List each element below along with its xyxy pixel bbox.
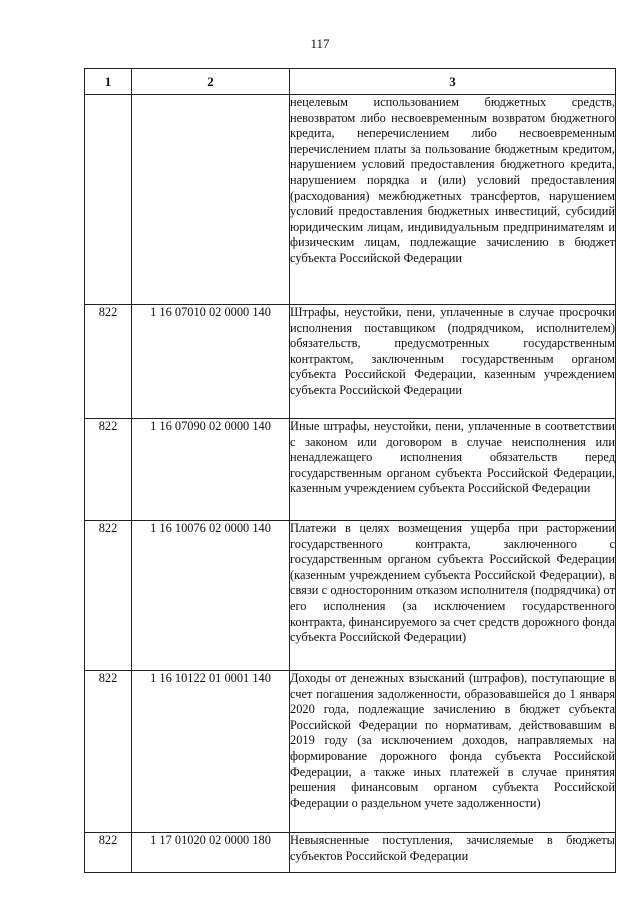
admin-code-cell: [85, 95, 132, 305]
description-cell: [290, 95, 616, 305]
column-header-2: 2: [132, 69, 290, 95]
admin-code-cell: 822: [85, 521, 132, 671]
revenue-code-cell: 1 16 10076 02 0000 140: [132, 521, 290, 671]
admin-code-cell: 822: [85, 671, 132, 833]
revenue-code-cell: 1 16 07010 02 0000 140: [132, 305, 290, 419]
description-text: Невыясненные поступления, зачисляемые в бюджеты субъектов Российской Федерации: [290, 833, 615, 863]
column-header-1: 1: [85, 69, 132, 95]
description-text: Платежи в целях возмещения ущерба при расторжении государственного контракта, заключенного с государственным органом субъекта Российской Федерации (казенным учреждением субъекта Российской Федерации), в связи с односторонним отказом исполнителя (подрядчика) от его исполнения (за исключением государственного контракта, финансируемого за счет средств дорожного фонда субъекта Российской Федерации): [290, 521, 615, 645]
table-row: [85, 95, 616, 305]
table-header-row: [85, 69, 616, 95]
description-cell: [290, 419, 616, 521]
description-text: Доходы от денежных взысканий (штрафов), поступающие в счет погашения задолженности, образовавшейся до 1 января 2020 года, подлежащие зачислению в бюджет субъекта Российской Федерации по нормативам, действовавшим в 2019 году (за исключением доходов, направляемых на формирование дорожного фонда субъекта Российской Федерации, а также иных платежей в случае принятия решения финансовым органом субъекта Российской Федерации о раздельном учете задолженности): [290, 671, 615, 810]
description-cell: [290, 671, 616, 833]
admin-code-cell: 822: [85, 305, 132, 419]
revenue-code-cell: [132, 95, 290, 305]
page-number: 117: [310, 36, 330, 51]
table-row: [85, 419, 616, 521]
description-cell: [290, 833, 616, 873]
revenue-codes-table: [84, 68, 616, 873]
table-row: [85, 671, 616, 833]
description-text: нецелевым использованием бюджетных средств, невозвратом либо несвоевременным возвратом бюджетного кредита, неперечислением либо несвоевременным перечислением платы за пользование бюджетным кредитом, нарушением условий предоставления бюджетного кредита, нарушением порядка и (или) условий предоставления (расходования) межбюджетных трансфертов, нарушением условий предоставления бюджетных инвестиций, субсидий юридическим лицам, индивидуальным предпринимателям и физическим лицам, подлежащие зачислению в бюджет субъекта Российской Федерации: [290, 95, 615, 265]
description-cell: [290, 305, 616, 419]
table-row: [85, 521, 616, 671]
table-row: [85, 833, 616, 873]
admin-code-cell: 822: [85, 419, 132, 521]
revenue-code-cell: 1 17 01020 02 0000 180: [132, 833, 290, 873]
column-header-3: 3: [290, 69, 616, 95]
table-row: [85, 305, 616, 419]
admin-code-cell: 822: [85, 833, 132, 873]
description-text: Штрафы, неустойки, пени, уплаченные в случае просрочки исполнения поставщиком (подрядчиком, исполнителем) обязательств, предусмотренных государственным контрактом, заключенным государственным органом субъекта Российской Федерации, казенным учреждением субъекта Российской Федерации: [290, 305, 615, 397]
revenue-code-cell: 1 16 07090 02 0000 140: [132, 419, 290, 521]
description-text: Иные штрафы, неустойки, пени, уплаченные в соответствии с законом или договором в случае неисполнения или ненадлежащего исполнения обязательств перед государственным органом субъекта Российской Федерации, казенным учреждением субъекта Российской Федерации: [290, 419, 615, 496]
description-cell: [290, 521, 616, 671]
revenue-code-cell: 1 16 10122 01 0001 140: [132, 671, 290, 833]
